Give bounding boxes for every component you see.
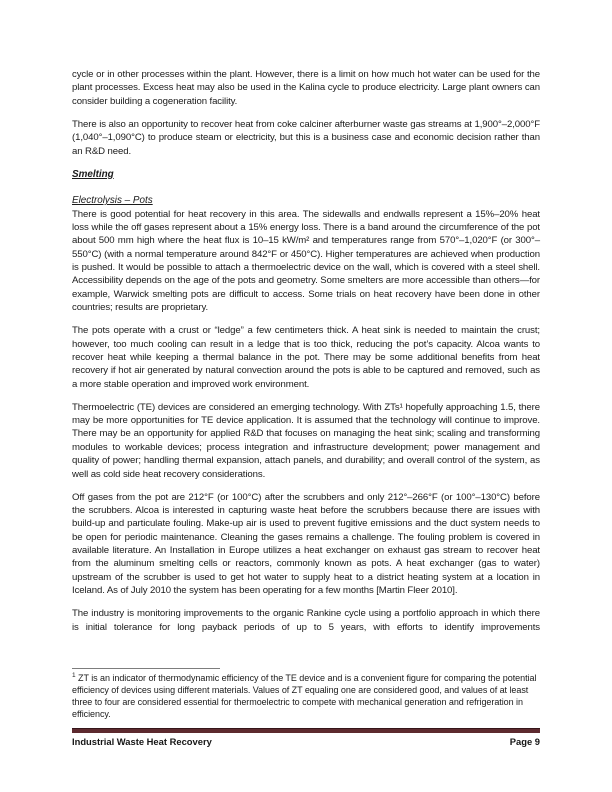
footer-document-title: Industrial Waste Heat Recovery — [72, 736, 212, 747]
paragraph-heat-recovery-potential: There is good potential for heat recovery in this area. The sidewalls and endwalls represent a 15%–20% heat loss while the off gases represent about a 15% energy loss. There is a band around the circumference of the pot about 500 mm high where the heat flux is 10–15 kW/m² and temperatures range from 570°–1,020°F (or 300°–550°C) (with a normal temperature around 842°F or 450°C). Higher temperatures are achieved when production is pushed. It would be possible to attach a thermoelectric device on the wall, which is covered with a steel shell. Accessibility depends on the age of the pots and geometry. Some smelters are more accessible than others—for example, Warwick smelting pots are difficult to access. Some trials on heat recovery have been done in other countries; results are proprietary. — [72, 208, 540, 313]
footer-text-row — [72, 736, 540, 747]
footnote-body: ZT is an indicator of thermodynamic efficiency of the TE device and is a convenient figure for comparing the potential efficiency of devices using different materials. Values of ZT equaling one are considered good, and values of at least three to four are considered essential for thermoelectric to compete with mechanical generation and refrigeration in efficiency. — [72, 673, 537, 719]
paragraph-hot-water-limit: cycle or in other processes within the plant. However, there is a limit on how much hot water can be used for the plant processes. Excess heat may also be used in the Kalina cycle to produce electricity. Large plant owners can consider building a cogeneration facility. — [72, 69, 540, 107]
paragraph-off-gases-scrubbers: Off gases from the pot are 212°F (or 100°C) after the scrubbers and only 212°–266°F (or 100°–130°C) before the scrubbers. Alcoa is interested in capturing waste heat before the scrubbers because there are issues with build-up and particulate fouling. Make-up air is used to prevent fugitive emissions and the duct system needs to be open for periodic maintenance. Cleaning the gases remains a challenge. The fouling problem is covered in available literature. An Installation in Europe utilizes a heat exchanger on exhaust gas stream to recover heat from the aluminum smelting cells or reactors, commonly known as pots. A heat exchanger (gas to water) upstream of the scrubber is used to get hot water to supply heat to a district heating system at a location in Iceland. As of July 2010 the system has been operating for a few months [Martin Fleer 2010]. — [72, 491, 540, 597]
section-heading-smelting: Smelting — [72, 168, 114, 180]
footnote-separator-rule — [72, 668, 220, 669]
footnote-text — [72, 673, 540, 721]
paragraph-coke-calciner: There is also an opportunity to recover heat from coke calciner afterburner waste gas streams at 1,900°–2,000°F (1,040°–1,090°C) to produce steam or electricity, but this is a business case and economic decision rather than an R&D need. — [72, 118, 540, 157]
paragraph-pots-crust-ledge: The pots operate with a crust or “ledge” a few centimeters thick. A heat sink is needed to maintain the crust; however, too much cooling can result in a ledge that is too thick, reducing the pot’s capacity. Alcoa wants to recover heat while keeping a thermal balance in the pot. There may be some additional benefits from heat recovery if hot air generated by natural convection around the pots is able to be captured and removed, such as a more stable operation and improved work environment. — [72, 325, 540, 390]
footnote — [72, 668, 540, 721]
subsection-heading-electrolysis-pots: Electrolysis – Pots — [72, 195, 153, 207]
page-body — [72, 68, 540, 644]
footnote-marker: 1 — [72, 672, 76, 679]
page-footer — [72, 728, 540, 747]
footer-page-number: Page 9 — [509, 736, 540, 747]
footer-rule — [72, 728, 540, 733]
paragraph-organic-rankine-cycle: The industry is monitoring improvements to the organic Rankine cycle using a portfolio approach in which there is initial tolerance for long payback periods of up to 5 years, with efforts to identify improvements — [72, 608, 540, 633]
paragraph-thermoelectric-devices: Thermoelectric (TE) devices are considered an emerging technology. With ZTs¹ hopefully approaching 1.5, there may be more opportunities for TE device application. It is assumed that the technology will continue to improve. There may be an opportunity for applied R&D that focuses on managing the heat sink; scaling and transforming modules to workable devices; process integration and infrastructure development; power management and quality of power; handling thermal expansion, attach panels, and durability; and overall control of the system, as well as cold side heat recovery considerations. — [72, 401, 540, 480]
